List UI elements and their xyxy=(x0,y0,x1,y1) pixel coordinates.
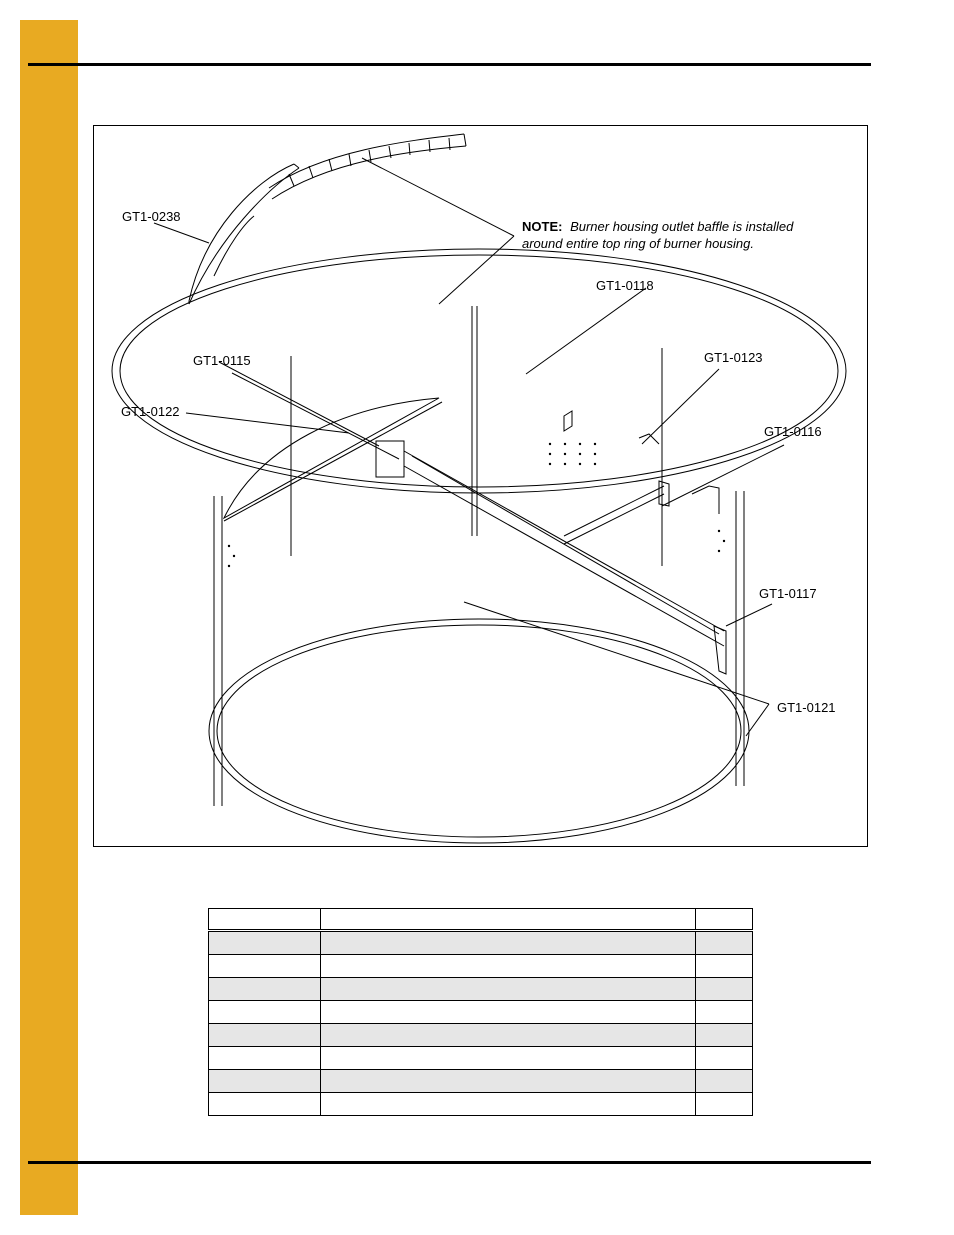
installation-note-line2: around entire top ring of burner housing. xyxy=(522,236,754,251)
table-row xyxy=(209,1093,753,1116)
callout-gt1-0116: GT1-0116 xyxy=(764,424,822,439)
footer-rule xyxy=(28,1161,871,1164)
header-rule xyxy=(28,63,871,66)
header-cell-qty xyxy=(696,909,753,931)
top-ring-outer xyxy=(112,249,846,493)
callout-gt1-0118: GT1-0118 xyxy=(596,278,654,293)
sidebar-color-tab xyxy=(20,20,78,1215)
callout-gt1-0238: GT1-0238 xyxy=(122,209,181,224)
callout-gt1-0122: GT1-0122 xyxy=(121,404,180,419)
table-row xyxy=(209,1024,753,1047)
table-row xyxy=(209,1047,753,1070)
header-cell-part-no xyxy=(209,909,321,931)
header-cell-description xyxy=(321,909,696,931)
table-row xyxy=(209,1070,753,1093)
outlet-baffle-strip xyxy=(189,134,466,304)
callout-gt1-0121: GT1-0121 xyxy=(777,700,836,715)
callout-gt1-0115: GT1-0115 xyxy=(193,353,251,368)
table-header-row xyxy=(209,909,753,931)
table-row xyxy=(209,978,753,1001)
table-row xyxy=(209,931,753,955)
installation-note-line1: NOTE: Burner housing outlet baffle is installed xyxy=(522,219,794,234)
parts-list-table xyxy=(208,908,753,1116)
bottom-ring-inner xyxy=(217,625,741,837)
bottom-ring-outer xyxy=(209,619,749,843)
table-row xyxy=(209,955,753,978)
top-ring-inner xyxy=(120,255,838,487)
callout-gt1-0117: GT1-0117 xyxy=(759,586,817,601)
callout-gt1-0123: GT1-0123 xyxy=(704,350,763,365)
parts-diagram-figure xyxy=(93,125,868,847)
table-row xyxy=(209,1001,753,1024)
burner-housing-exploded-view xyxy=(94,126,869,848)
